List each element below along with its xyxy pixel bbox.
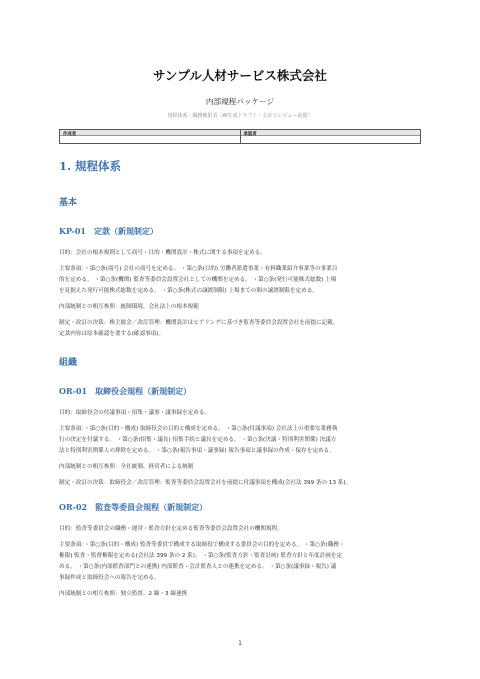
item-line: 定款内容は原本確認を要する(確認事項)。 [59,331,165,337]
item-line: 内部統制との相互参照：独立監督、2 線・3 線連携 [59,591,188,597]
item-line: を見据えた発行可能株式総数を定める。 ・第○条(株式の譲渡制限) 上場までの間の譲渡制限を定める。 [59,288,318,294]
item-line: める。 ・第○条(内部監査部門との連携) 内部監査・会計監査人との連携を定める。 ・第○条(議事録・報告) 議 [59,564,337,570]
document-tagline: 規程体系・職務権限表（AI生成ドラフト・会計士レビュー前提） [167,113,313,119]
approver-cell [240,130,421,143]
document-subtitle: 内部規程パッケージ [205,97,275,106]
author-label: 作成者 [63,131,77,137]
item-line: 内部統制との相互参照：全社統制、経営者による統制 [59,464,194,470]
item-line: 主要条項：・第○条(商号) 会社の商号を定める。 ・第○条(目的) 労働者派遣事業・有料職業紹介事業等の事業目 [59,266,338,272]
approver-label: 承認者 [243,131,257,137]
item-heading-kp01: KP-01 定款（新規制定） [59,226,158,236]
item-line: 権限) 監査・監督権限を定める(会社法 399 条の 2 系)。 ・第○条(監査方針・監査計画) 監査方針と年度計画を定 [59,553,343,559]
item-line: 内部統制との相互参照：統制環境、会社法上の根本規範 [59,304,199,310]
section-heading: 1. 規程体系 [59,159,122,173]
group-heading-organization: 組織 [59,358,78,368]
group-heading-basic: 基本 [59,198,78,208]
author-cell [60,130,240,143]
item-line: 行の決定を付議する。 ・第○条(招集・議長) 招集手続と議長を定める。 ・第○条(決議・特別利害関係) 決議方 [59,437,337,443]
item-line: 制定・改訂の決裁：株主総会／改訂管理：機関設計はヒアリングに基づき監査等委員会設置会社を前提に記載。 [59,320,339,326]
item-line: 主要条項：・第○条(目的・構成) 監査等委員で構成する取締役で構成する委員会の目的を定める。 ・第○条(職務・ [59,542,345,548]
item-line: 的を定める。 ・第○条(機関) 監査等委員会設置会社としての機関を定める。 ・第○条(発行可能株式総数) 上場 [59,277,337,283]
item-line: 法と特別利害関係人の排除を定める。 ・第○条(報告事項・議事録) 報告事項と議事録の作成・保存を定める。 [59,448,335,454]
page-number: 1 [238,640,242,647]
item-line: 目的：取締役会の付議事項・招集・議事・議事録を定める。 [59,410,211,416]
item-line: 事録作成と取締役会への報告を定める。 [59,575,160,581]
item-line: 制定・改訂の決裁：取締役会／改訂管理：監査等委員会設置会社を前提に付議事項を構成(会社法 399 条の 13 系)。 [59,480,352,486]
item-line: 目的：会社の根本規則として商号・目的・機関設計・株式に関する事項を定める。 [59,250,266,256]
item-heading-or02: OR-02 監査等委員会規程（新規制定） [59,502,208,512]
item-line: 主要条項：・第○条(目的・構成) 取締役会の目的と構成を定める。 ・第○条(付議事項) 会社法上の重要な業務執 [59,426,338,432]
company-title: サンプル人材サービス株式会社 [153,68,327,83]
item-heading-or01: OR-01 取締役会規程（新規制定） [59,386,192,396]
item-line: 目的：監査等委員会の職務・運営・監査方針を定める監査等委員会設置会社の機関規程。 [59,526,283,532]
signoff-table [59,129,421,144]
